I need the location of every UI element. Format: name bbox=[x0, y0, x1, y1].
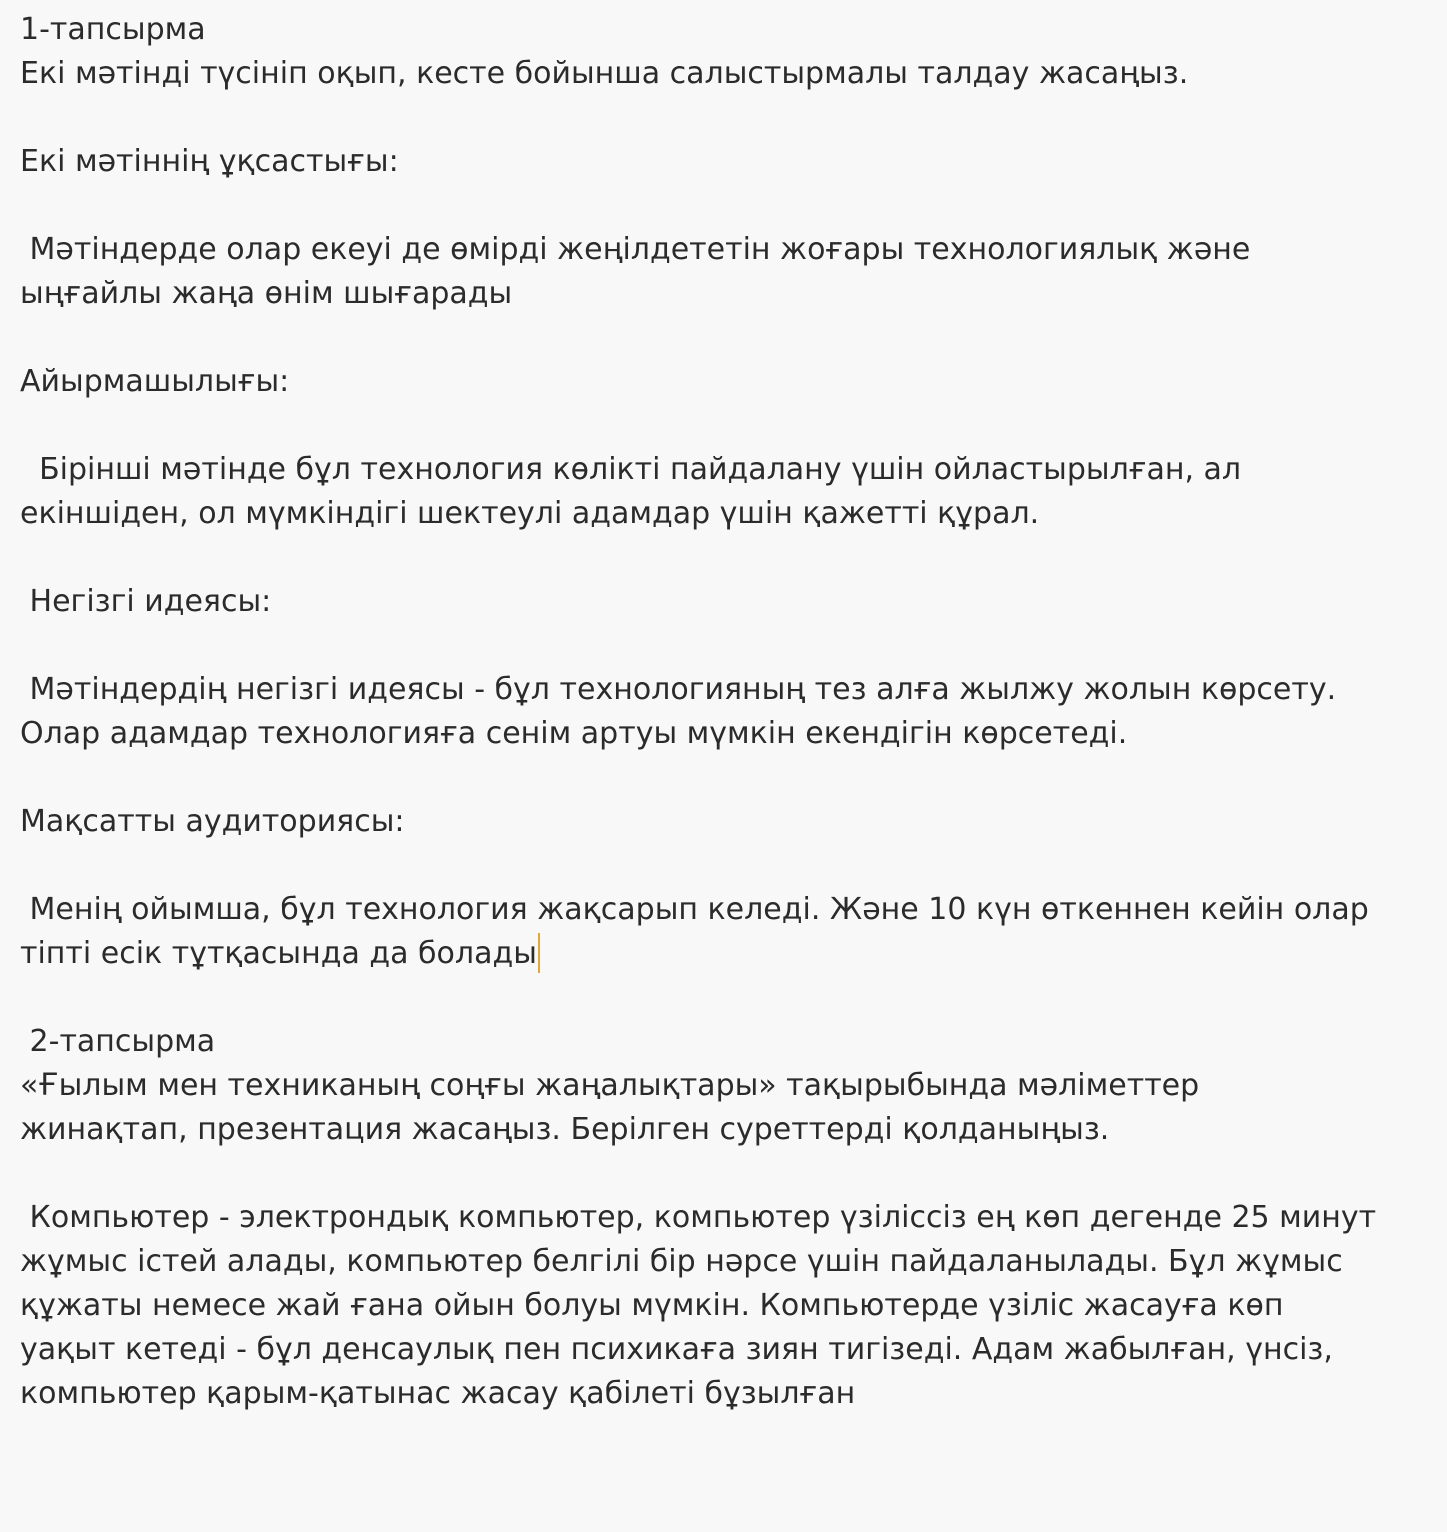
difference-text-line-2: екіншіден, ол мүмкіндігі шектеулі адамдар үшін қажетті құрал. bbox=[20, 496, 1040, 531]
blank-line bbox=[20, 624, 1430, 668]
task2-instruction-line-2: жинақтап, презентация жасаңыз. Берілген суреттерді қолданыңыз. bbox=[20, 1112, 1110, 1147]
computer-text-line-2: жұмыс істей алады, компьютер белгілі бір нәрсе үшін пайдаланылады. Бұл жұмыс bbox=[20, 1244, 1343, 1279]
audience-text-line-2: тіпті есік тұтқасында да болады bbox=[20, 936, 537, 971]
difference-heading: Айырмашылығы: bbox=[20, 364, 290, 399]
blank-line bbox=[20, 96, 1430, 140]
blank-line bbox=[20, 404, 1430, 448]
blank-line bbox=[20, 536, 1430, 580]
difference-text-line-1: Бірінші мәтінде бұл технология көлікті пайдалану үшін ойластырылған, ал bbox=[20, 452, 1242, 487]
computer-text-line-1: Компьютер - электрондық компьютер, компьютер үзіліссіз ең көп дегенде 25 минут bbox=[20, 1200, 1377, 1235]
blank-line bbox=[20, 184, 1430, 228]
text-editor[interactable] bbox=[20, 8, 1430, 1416]
computer-text-line-3: құжаты немесе жай ғана ойын болуы мүмкін. Компьютерде үзіліс жасауға көп bbox=[20, 1288, 1284, 1323]
blank-line bbox=[20, 976, 1430, 1020]
computer-text-line-5: компьютер қарым-қатынас жасау қабілеті бұзылған bbox=[20, 1376, 856, 1411]
task2-heading: 2-тапсырма bbox=[20, 1024, 216, 1059]
audience-text-line-1: Менің ойымша, бұл технология жақсарып келеді. Және 10 күн өткеннен кейін олар bbox=[20, 892, 1369, 927]
main-idea-heading: Негізгі идеясы: bbox=[20, 584, 272, 619]
audience-text-line-2-wrapper bbox=[20, 932, 1430, 976]
text-cursor bbox=[538, 933, 540, 973]
task2-instruction-line-1: «Ғылым мен техниканың соңғы жаңалықтары» тақырыбында мәліметтер bbox=[20, 1068, 1200, 1103]
blank-line bbox=[20, 844, 1430, 888]
blank-line bbox=[20, 1152, 1430, 1196]
similarity-text-line-1: Мәтіндерде олар екеуі де өмірді жеңілдететін жоғары технологиялық және bbox=[20, 232, 1251, 267]
computer-text-line-4: уақыт кетеді - бұл денсаулық пен психикаға зиян тигізеді. Адам жабылған, үнсіз, bbox=[20, 1332, 1333, 1367]
audience-heading: Мақсатты аудиториясы: bbox=[20, 804, 405, 839]
main-idea-text-line-1: Мәтіндердің негізгі идеясы - бұл технологияның тез алға жылжу жолын көрсету. bbox=[20, 672, 1337, 707]
blank-line bbox=[20, 316, 1430, 360]
task1-instruction: Екі мәтінді түсініп оқып, кесте бойынша салыстырмалы талдау жасаңыз. bbox=[20, 56, 1189, 91]
task1-heading: 1-тапсырма bbox=[20, 12, 206, 47]
blank-line bbox=[20, 756, 1430, 800]
similarity-heading: Екі мәтіннің ұқсастығы: bbox=[20, 144, 399, 179]
main-idea-text-line-2: Олар адамдар технологияға сенім артуы мүмкін екендігін көрсетеді. bbox=[20, 716, 1128, 751]
similarity-text-line-2: ыңғайлы жаңа өнім шығарады bbox=[20, 276, 513, 311]
